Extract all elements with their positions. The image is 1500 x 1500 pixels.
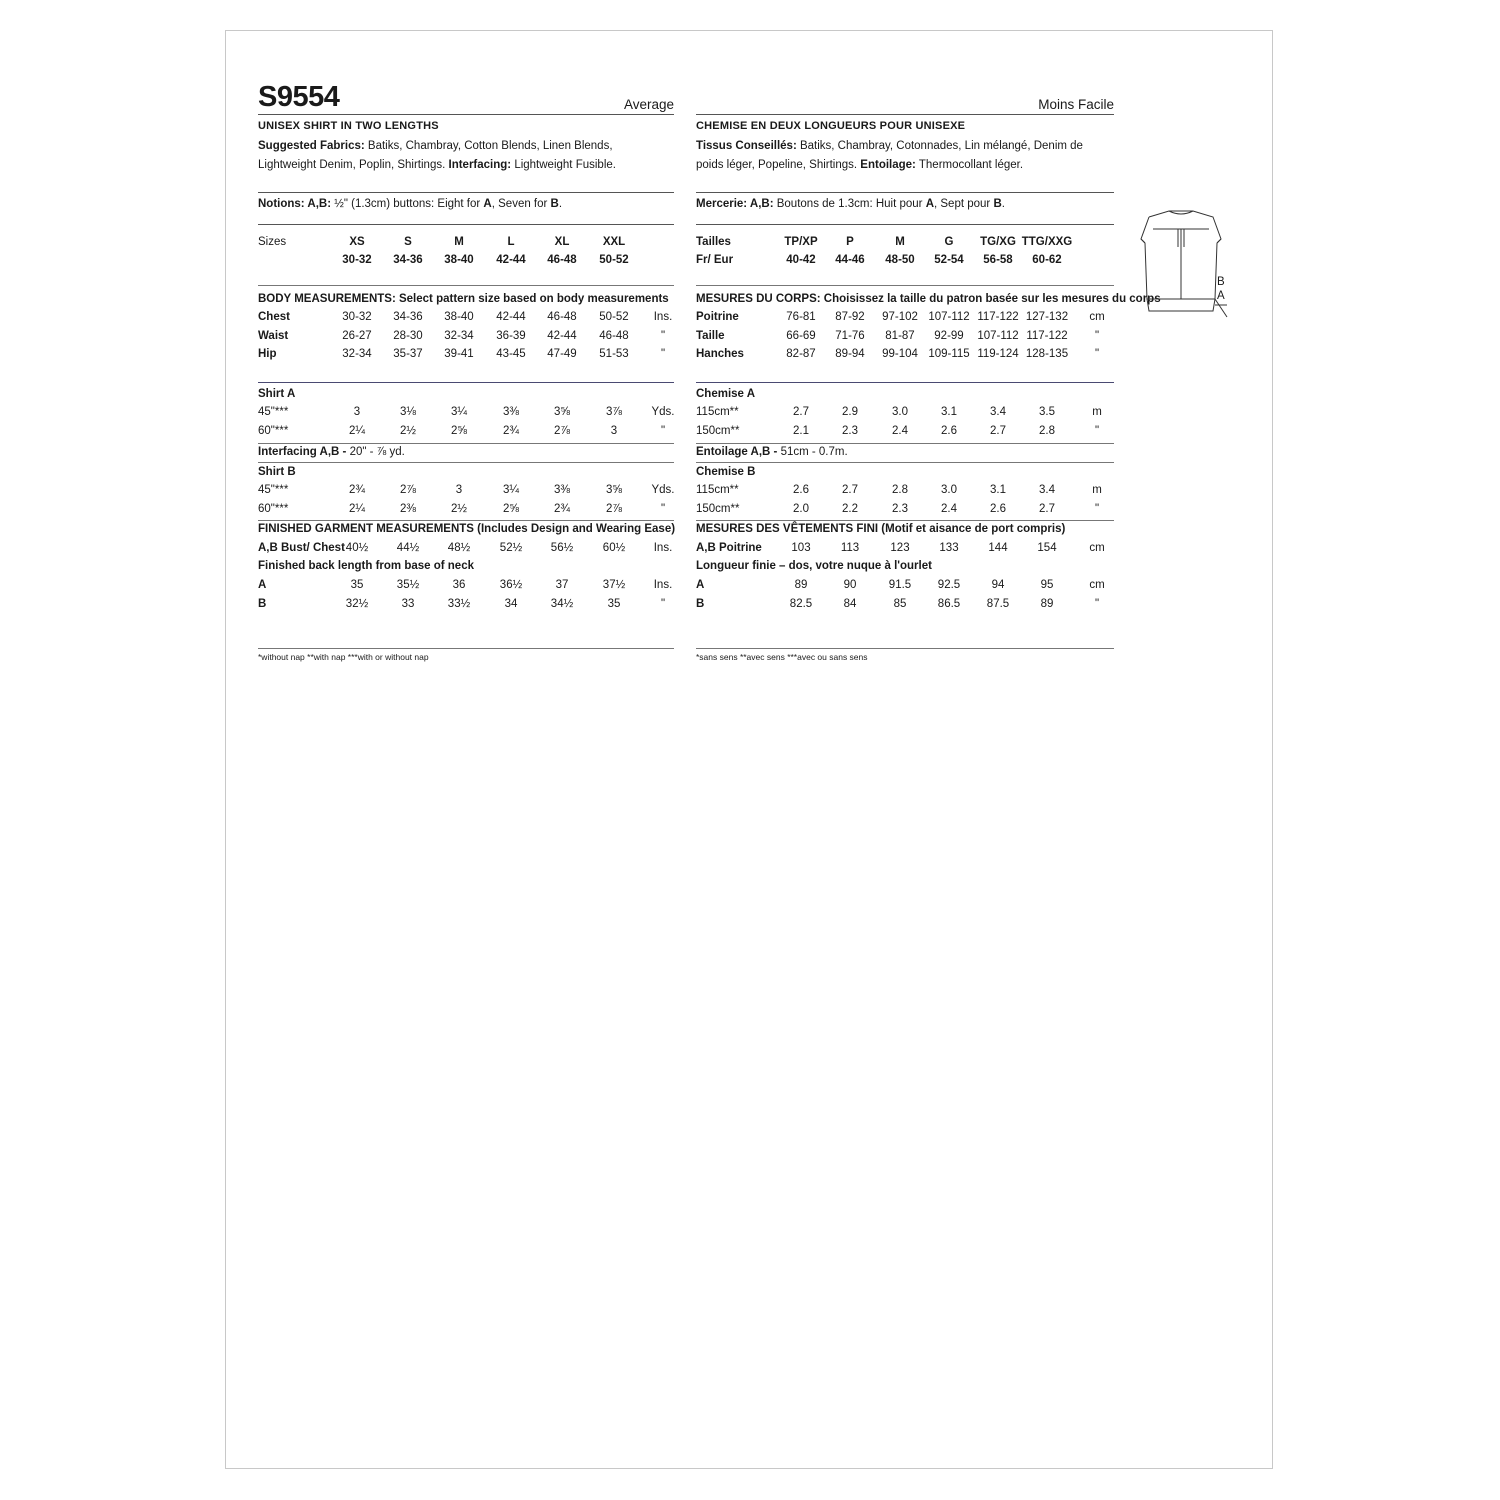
row-label: 115cm** (696, 484, 739, 496)
table-value: 86.5 (937, 597, 961, 610)
table-value: 2.7 (842, 484, 858, 496)
table-value: 30-32 (342, 311, 372, 323)
table-value: 42-44 (496, 311, 526, 323)
size-header: XXL (602, 236, 626, 248)
size-header: M (895, 236, 905, 248)
table-value: 2⅞ (606, 502, 622, 515)
table-value: 2¾ (503, 424, 519, 437)
size-range: 34-36 (393, 254, 423, 266)
divider (696, 648, 1114, 649)
size-range: 50-52 (599, 254, 629, 266)
unit-label: Ins. (653, 579, 673, 591)
interfacing-row-label: Entoilage A,B - (696, 446, 781, 458)
table-value: 113 (840, 542, 860, 554)
table-value: 35½ (396, 579, 420, 591)
view-b-label: B (993, 198, 1002, 210)
table-value: 51-53 (599, 348, 629, 360)
size-range: 30-32 (342, 254, 372, 266)
table-value: 40½ (345, 542, 369, 554)
unit-label: Yds. (651, 406, 675, 418)
pattern-envelope-back (225, 30, 1273, 1469)
suggested-fabrics (696, 137, 1106, 175)
table-value: 2¼ (349, 424, 365, 437)
unit-label: m (1092, 484, 1102, 496)
size-range: 60-62 (1032, 254, 1062, 266)
divider (258, 462, 674, 463)
row-label: 150cm** (696, 424, 740, 437)
divider (258, 192, 674, 193)
notions-text: ½" (1.3cm) buttons: Eight for (331, 198, 484, 210)
section-heading: Chemise B (696, 466, 756, 478)
table-value: 89 (1040, 597, 1054, 610)
table-value: 2.6 (990, 502, 1006, 515)
table-value: 3⅛ (400, 406, 416, 418)
fabrics-label: Suggested Fabrics: (258, 140, 365, 152)
unit-label: " (660, 597, 666, 610)
interfacing-text: Lightweight Fusible. (511, 159, 616, 171)
row-label: 60"*** (258, 502, 289, 515)
table-value: 2.7 (793, 406, 809, 418)
difficulty-level: Moins Facile (1038, 97, 1114, 112)
table-value: 2¾ (554, 502, 570, 515)
size-header: TTG/XXG (1021, 236, 1073, 248)
table-value: 36½ (499, 579, 523, 591)
notions (696, 195, 1005, 214)
row-label: 60"*** (258, 424, 289, 437)
table-value: 2.6 (793, 484, 809, 496)
table-value: 92.5 (937, 579, 961, 591)
table-value: 2.9 (842, 406, 858, 418)
divider (258, 285, 674, 286)
fabrics-text: Batiks, Chambray, Cotton Blends, Linen Blends, Lightweight Denim, Poplin, Shirtings. (258, 140, 613, 171)
table-value: 2⅞ (400, 484, 416, 496)
row-label: Poitrine (696, 311, 739, 323)
table-value: 94 (991, 579, 1005, 591)
unit-label: " (1094, 424, 1100, 437)
unit-label: m (1092, 406, 1102, 418)
table-value: 87.5 (986, 597, 1010, 610)
table-value: 2.6 (941, 424, 957, 437)
interfacing-row (258, 446, 405, 458)
notions (258, 195, 562, 214)
divider (258, 520, 674, 521)
view-a-label: A (925, 198, 934, 210)
row-label: A (258, 579, 267, 591)
unit-label: " (1094, 597, 1100, 610)
divider (696, 224, 1114, 225)
table-value: 128-135 (1025, 348, 1069, 360)
table-value: 46-48 (599, 329, 629, 342)
notions-text: , Sept pour (934, 198, 994, 210)
section-heading: BODY MEASUREMENTS: Select pattern size based on body measurements (258, 293, 669, 305)
pattern-title: CHEMISE EN DEUX LONGUEURS POUR UNISEXE (696, 120, 966, 132)
interfacing-label: Entoilage: (860, 159, 916, 171)
table-value: 91.5 (888, 579, 912, 591)
table-value: 28-30 (393, 329, 423, 342)
table-value: 34 (504, 597, 518, 610)
size-header: P (846, 236, 854, 248)
row-label: A,B Poitrine (696, 542, 762, 554)
table-value: 2.1 (793, 424, 809, 437)
table-value: 66-69 (786, 329, 816, 342)
table-value: 3.1 (941, 406, 957, 418)
table-value: 32-34 (342, 348, 372, 360)
notions-label: Mercerie: A,B: (696, 198, 774, 210)
size-range: 48-50 (885, 254, 915, 266)
table-value: 38-40 (444, 311, 474, 323)
table-value: 3¼ (503, 484, 519, 496)
notions-text: . (558, 198, 563, 210)
divider (258, 648, 674, 649)
row-label: Chest (258, 311, 290, 323)
unit-label: cm (1089, 311, 1105, 323)
table-value: 95 (1040, 579, 1054, 591)
table-value: 35 (350, 579, 364, 591)
row-label: 150cm** (696, 502, 740, 515)
table-value: 52½ (499, 542, 523, 554)
table-value: 103 (791, 542, 811, 554)
table-value: 2.0 (793, 502, 809, 515)
size-range: 38-40 (444, 254, 474, 266)
size-header: S (404, 236, 412, 248)
size-header: L (507, 236, 515, 248)
table-value: 76-81 (786, 311, 816, 323)
unit-label: " (1094, 502, 1100, 515)
row-label: 45"*** (258, 484, 289, 496)
row-label: Hanches (696, 348, 744, 360)
table-value: 127-132 (1025, 311, 1069, 323)
table-value: 32½ (345, 597, 369, 610)
table-value: 3⅜ (554, 484, 570, 496)
size-range: 42-44 (496, 254, 526, 266)
table-value: 42-44 (547, 329, 577, 342)
divider (696, 520, 1114, 521)
table-value: 37½ (602, 579, 626, 591)
row-label: 45"*** (258, 406, 289, 418)
size-range: 46-48 (547, 254, 577, 266)
row-label: B (258, 597, 267, 610)
section-heading: Longueur finie – dos, votre nuque à l'ourlet (696, 560, 932, 572)
unit-label: Yds. (651, 484, 675, 496)
unit-label: " (1094, 329, 1100, 342)
table-value: 50-52 (599, 311, 629, 323)
table-value: 2⅜ (400, 502, 416, 515)
table-value: 3⅞ (606, 406, 622, 418)
table-value: 3⅝ (554, 406, 570, 418)
table-value: 34-36 (393, 311, 423, 323)
pattern-number: S9554 (258, 81, 340, 113)
size-range: 44-46 (835, 254, 865, 266)
notions-text: , Seven for (491, 198, 551, 210)
size-header: XL (554, 236, 570, 248)
row-label: Hip (258, 348, 277, 360)
row-label: A,B Bust/ Chest (258, 542, 345, 554)
table-value: 3.4 (1039, 484, 1055, 496)
table-value: 107-112 (928, 311, 970, 323)
table-value: 85 (893, 597, 907, 610)
divider (696, 382, 1114, 383)
shirt-back-view-icon (1131, 207, 1241, 327)
table-value: 2.3 (892, 502, 908, 515)
divider (696, 114, 1114, 115)
table-value: 2½ (451, 502, 467, 515)
table-value: 48½ (447, 542, 471, 554)
divider (696, 462, 1114, 463)
interfacing-row-value: 51cm - 0.7m. (780, 446, 848, 458)
table-value: 3¼ (451, 406, 467, 418)
table-value: 2¼ (349, 502, 365, 515)
table-value: 2.7 (1039, 502, 1055, 515)
table-value: 2¾ (349, 484, 365, 496)
table-value: 109-115 (928, 348, 970, 360)
table-value: 34½ (550, 597, 574, 610)
size-header: TP/XP (784, 236, 818, 248)
interfacing-text: Thermocollant léger. (915, 159, 1024, 171)
table-value: 3.0 (892, 406, 908, 418)
table-value: 36 (452, 579, 466, 591)
table-value: 133 (939, 542, 959, 554)
table-value: 3.0 (941, 484, 957, 496)
table-value: 117-122 (977, 311, 1019, 323)
table-value: 3 (455, 484, 463, 496)
table-value: 123 (890, 542, 910, 554)
fabrics-text: Batiks, Chambray, Cotonnades, Lin mélangé, Denim de poids léger, Popeline, Shirtings. (696, 140, 1083, 171)
table-value: 3.5 (1039, 406, 1055, 418)
unit-label: " (660, 329, 666, 342)
table-value: 71-76 (835, 329, 865, 342)
table-value: 3.4 (990, 406, 1006, 418)
table-value: 44½ (396, 542, 420, 554)
size-range: 40-42 (786, 254, 816, 266)
table-value: 97-102 (882, 311, 918, 323)
table-value: 46-48 (547, 311, 577, 323)
suggested-fabrics (258, 137, 668, 175)
divider (258, 224, 674, 225)
interfacing-row-value: 20" - ⅞ yd. (349, 446, 405, 458)
sizes-label: Tailles (696, 236, 731, 248)
row-label: A (696, 579, 705, 591)
table-value: 39-41 (444, 348, 474, 360)
table-value: 35-37 (393, 348, 423, 360)
table-value: 3 (610, 424, 618, 437)
table-value: 3.1 (990, 484, 1006, 496)
size-header: G (944, 236, 954, 248)
interfacing-label: Interfacing: (448, 159, 512, 171)
table-value: 43-45 (496, 348, 526, 360)
section-heading: Shirt B (258, 466, 296, 478)
table-value: 35 (607, 597, 621, 610)
view-a-label: A (483, 198, 492, 210)
row-label: B (696, 597, 705, 610)
table-value: 92-99 (934, 329, 964, 342)
table-value: 117-122 (1026, 329, 1068, 342)
notions-text: . (1001, 198, 1005, 210)
section-heading: FINISHED GARMENT MEASUREMENTS (Includes Design and Wearing Ease) (258, 523, 676, 535)
table-value: 2.4 (892, 424, 908, 437)
table-value: 2⅝ (503, 502, 519, 515)
divider (696, 285, 1114, 286)
table-value: 3⅝ (606, 484, 622, 496)
table-value: 47-49 (547, 348, 577, 360)
section-heading: Shirt A (258, 388, 296, 400)
table-value: 107-112 (977, 329, 1019, 342)
table-value: 87-92 (835, 311, 865, 323)
unit-label: cm (1089, 542, 1105, 554)
section-heading: MESURES DU CORPS: Choisissez la taille du patron basée sur les mesures du corps (696, 293, 1161, 305)
table-value: 144 (988, 542, 1008, 554)
table-value: 60½ (602, 542, 626, 554)
table-value: 36-39 (496, 329, 526, 342)
table-value: 3 (353, 406, 361, 418)
table-value: 2½ (400, 424, 416, 437)
unit-label: " (660, 424, 666, 437)
table-value: 33 (401, 597, 415, 610)
table-value: 84 (843, 597, 857, 610)
view-b-label: B (550, 198, 559, 210)
divider (696, 443, 1114, 444)
unit-label: " (660, 348, 666, 360)
size-header: XS (349, 236, 365, 248)
table-value: 2⅝ (451, 424, 467, 437)
size-header: M (454, 236, 464, 248)
table-value: 82.5 (789, 597, 813, 610)
notions-label: Notions: A,B: (258, 198, 332, 210)
table-value: 154 (1037, 542, 1057, 554)
divider (258, 443, 674, 444)
table-value: 81-87 (885, 329, 915, 342)
table-value: 82-87 (786, 348, 816, 360)
table-value: 2.4 (941, 502, 957, 515)
fabrics-label: Tissus Conseillés: (696, 140, 797, 152)
table-value: 2.2 (842, 502, 858, 515)
footnote: *sans sens **avec sens ***avec ou sans sens (696, 652, 868, 662)
section-heading: Finished back length from base of neck (258, 560, 474, 572)
divider (258, 382, 674, 383)
row-label: 115cm** (696, 406, 739, 418)
unit-label: " (660, 502, 666, 515)
table-value: 99-104 (882, 348, 918, 360)
table-value: 56½ (550, 542, 574, 554)
sizes-label: Sizes (258, 236, 287, 248)
table-value: 32-34 (444, 329, 474, 342)
unit-label: Ins. (653, 311, 673, 323)
view-b-marker: B (1217, 276, 1225, 288)
interfacing-row-label: Interfacing A,B - (258, 446, 350, 458)
divider (258, 114, 674, 115)
table-value: 2⅞ (554, 424, 570, 437)
size-header: TG/XG (980, 236, 1016, 248)
notions-text: Boutons de 1.3cm: Huit pour (773, 198, 926, 210)
size-range: 52-54 (934, 254, 964, 266)
table-value: 3⅜ (503, 406, 519, 418)
section-heading: MESURES DES VÊTEMENTS FINI (Motif et aisance de port compris) (696, 523, 1066, 535)
unit-label: Ins. (653, 542, 673, 554)
table-value: 33½ (447, 597, 471, 610)
difficulty-level: Average (623, 97, 674, 112)
row-label: Waist (258, 329, 289, 342)
divider (696, 192, 1114, 193)
footnote: *without nap **with nap ***with or without nap (258, 652, 429, 662)
table-value: 89-94 (835, 348, 865, 360)
view-a-marker: A (1217, 290, 1225, 302)
table-value: 90 (843, 579, 857, 591)
size-range: 56-58 (983, 254, 1013, 266)
table-value: 26-27 (342, 329, 372, 342)
pattern-title: UNISEX SHIRT IN TWO LENGTHS (258, 120, 439, 132)
table-value: 2.3 (842, 424, 858, 437)
table-value: 37 (555, 579, 569, 591)
unit-label: cm (1089, 579, 1105, 591)
table-value: 2.8 (892, 484, 908, 496)
sizes-label-region: Fr/ Eur (696, 254, 734, 266)
interfacing-row (696, 446, 848, 458)
table-value: 2.8 (1039, 424, 1055, 437)
table-value: 2.7 (990, 424, 1006, 437)
table-value: 89 (794, 579, 808, 591)
unit-label: " (1094, 348, 1100, 360)
row-label: Taille (696, 329, 725, 342)
table-value: 119-124 (977, 348, 1019, 360)
section-heading: Chemise A (696, 388, 756, 400)
